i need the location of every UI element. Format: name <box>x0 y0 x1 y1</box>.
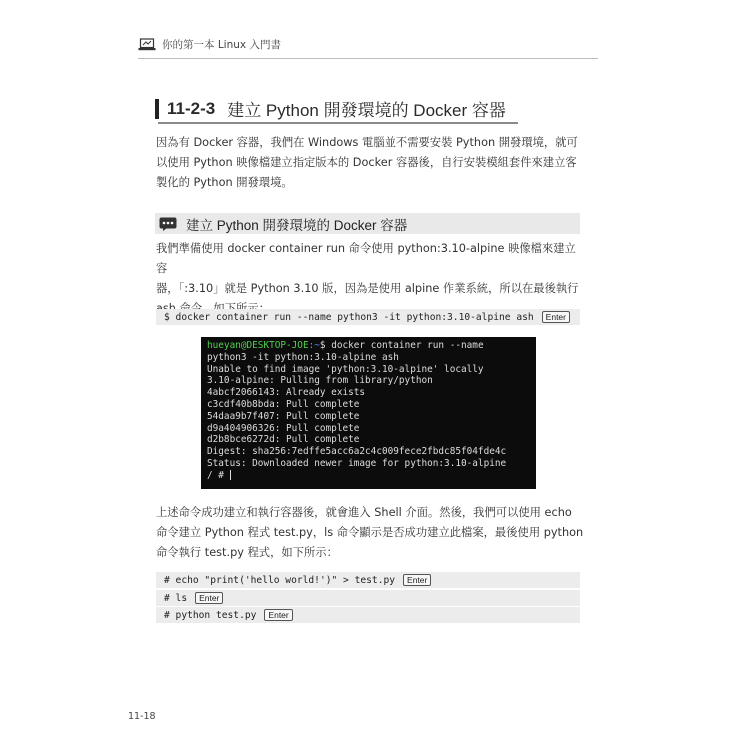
text-line: 器，「:3.10」就是 Python 3.10 版，因為是使用 alpine 作業系統，所以在最後執行 <box>156 282 579 295</box>
section-underline <box>158 122 518 124</box>
enter-key: Enter <box>542 311 570 323</box>
text-line: 我們準備使用 docker container run 命令使用 python:3.10-alpine 映像檔來建立容 <box>156 242 576 275</box>
command-line <box>156 572 580 588</box>
shell-prompt: / # <box>207 469 230 481</box>
text-line: 命令建立 Python 程式 test.py，ls 命令顯示是否成功建立此檔案，最後使用 python <box>156 526 584 539</box>
enter-key: Enter <box>264 609 292 621</box>
enter-key: Enter <box>195 592 223 604</box>
terminal-line: 3.10-alpine: Pulling from library/python <box>207 375 433 387</box>
prompt-user: hueyan@DESKTOP-JOE <box>207 340 309 351</box>
text-line: 製化的 Python 開發環境。 <box>156 176 293 189</box>
docker-run-paragraph <box>156 239 586 319</box>
terminal-line: Status: Downloaded newer image for python:3.10-alpine <box>207 457 507 469</box>
text-line: 以使用 Python 映像檔建立指定版本的 Docker 容器後，自行安裝模組套件來建立客 <box>156 156 577 169</box>
page-number: 11-18 <box>128 711 156 722</box>
enter-key: Enter <box>403 574 431 586</box>
subsection-heading <box>155 213 580 234</box>
terminal-cursor <box>230 470 231 480</box>
prompt-command: $ docker container run --name <box>319 340 484 351</box>
book-title: 你的第一本 Linux 入門書 <box>162 39 281 51</box>
terminal-line: 54daa9b7f407: Pull complete <box>207 410 360 422</box>
subsection-title: 建立 Python 開發環境的 Docker 容器 <box>186 217 408 233</box>
terminal-line: d2b8bce6272d: Pull complete <box>207 434 360 446</box>
command-text: # python test.py <box>164 609 257 621</box>
intro-paragraph <box>156 133 586 193</box>
command-line <box>156 590 580 606</box>
shell-paragraph <box>156 503 586 563</box>
section-heading <box>155 96 506 121</box>
command-line <box>156 607 580 623</box>
text-line: 上述命令成功建立和執行容器後，就會進入 Shell 介面。然後，我們可以使用 echo <box>156 506 572 519</box>
text-line: 命令執行 test.py 程式，如下所示： <box>156 546 338 559</box>
terminal-line: c3cdf40b8bda: Pull complete <box>207 398 360 410</box>
terminal-line: Digest: sha256:7edffe5acc6a2c4c009fece2fbdc85f04fde4c <box>207 446 507 458</box>
command-text: $ docker container run --name python3 -it python:3.10-alpine ash <box>164 311 534 323</box>
terminal-line: python3 -it python:3.10-alpine ash <box>207 351 399 363</box>
laptop-icon <box>138 38 156 51</box>
command-text: # echo "print('hello world!')" > test.py <box>164 574 396 586</box>
terminal-line: Unable to find image 'python:3.10-alpine' locally <box>207 363 484 375</box>
command-text: # ls <box>164 592 188 604</box>
text-line: 因為有 Docker 容器，我們在 Windows 電腦並不需要安裝 Python 開發環境，就可 <box>156 136 578 149</box>
prompt-path: :~ <box>308 340 320 351</box>
command-line <box>156 309 580 325</box>
terminal-screenshot <box>201 337 536 489</box>
running-header <box>138 37 281 52</box>
terminal-line: d9a404906326: Pull complete <box>207 422 360 434</box>
heading-bar <box>155 99 159 119</box>
chat-bubble-icon <box>159 217 177 231</box>
terminal-line: 4abcf2066143: Already exists <box>207 387 366 399</box>
header-divider <box>138 58 598 59</box>
section-title: 建立 Python 開發環境的 Docker 容器 <box>227 101 506 120</box>
section-number: 11-2-3 <box>167 98 216 118</box>
